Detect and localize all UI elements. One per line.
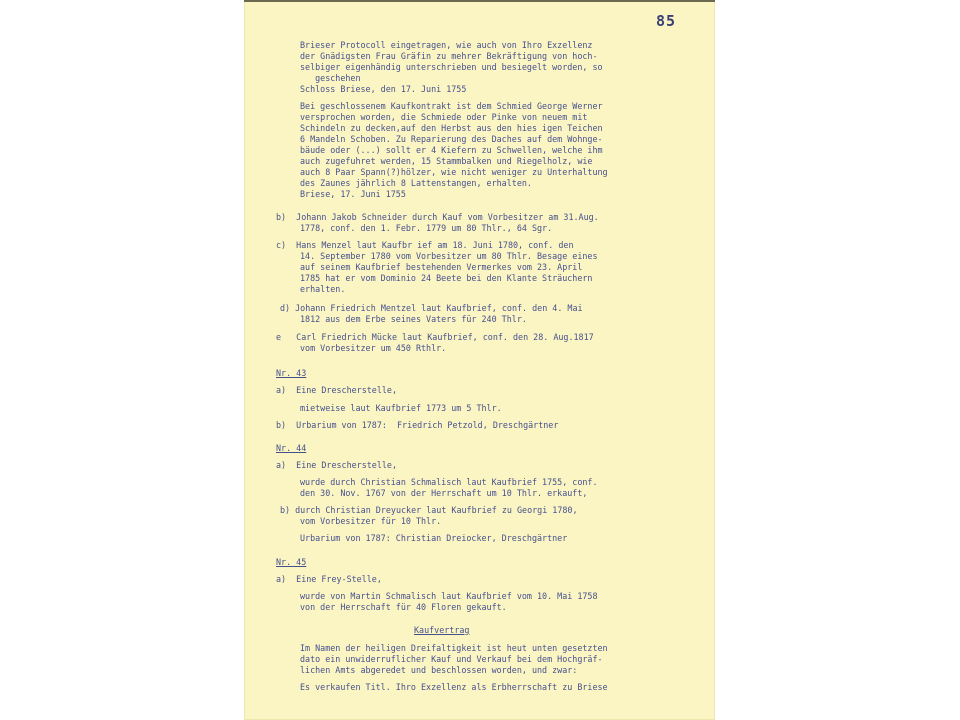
text-line: geschehen <box>300 73 361 83</box>
text-line: 14. September 1780 vom Vorbesitzer um 80 Thlr. Besage eines <box>300 251 598 261</box>
section-heading: Nr. 45 <box>276 557 307 567</box>
text-line: von der Herrschaft für 40 Floren gekauft. <box>300 602 507 612</box>
text-line: wurde von Martin Schmalisch laut Kaufbrief vom 10. Mai 1758 <box>300 591 598 601</box>
text-line: b) Johann Jakob Schneider durch Kauf vom Vorbesitzer am 31.Aug. <box>276 212 599 222</box>
text-line: versprochen worden, die Schmiede oder Pinke von neuem mit <box>300 112 588 122</box>
text-line: 1778, conf. den 1. Febr. 1779 um 80 Thlr., 64 Sgr. <box>300 223 553 233</box>
text-line: mietweise laut Kaufbrief 1773 um 5 Thlr. <box>300 403 502 413</box>
page-number: 85 <box>656 12 677 30</box>
text-line: 1812 aus dem Erbe seines Vaters für 240 Thlr. <box>300 314 527 324</box>
text-line: 6 Mandeln Schoben. Zu Reparierung des Daches auf dem Wohnge- <box>300 134 603 144</box>
text-line: den 30. Nov. 1767 von der Herrschaft um 10 Thlr. erkauft, <box>300 488 588 498</box>
text-line: bäude oder (...) sollt er 4 Kiefern zu Schwellen, welche ihm <box>300 145 603 155</box>
text-line: auf seinem Kaufbrief bestehenden Vermerkes vom 23. April <box>300 262 583 272</box>
text-line: Es verkaufen Titl. Ihro Exzellenz als Erbherrschaft zu Briese <box>300 682 608 692</box>
section-heading: Nr. 43 <box>276 368 307 378</box>
text-line: Urbarium von 1787: Christian Dreiocker, Dreschgärtner <box>300 533 568 543</box>
text-line: der Gnädigsten Frau Gräfin zu mehrer Bekräftigung von hoch- <box>300 51 598 61</box>
text-line: c) Hans Menzel laut Kaufbr ief am 18. Juni 1780, conf. den <box>276 240 574 250</box>
text-line: vom Vorbesitzer für 10 Thlr. <box>300 516 442 526</box>
text-line: auch zugefuhret werden, 15 Stammbalken und Riegelholz, wie <box>300 156 593 166</box>
text-line: a) Eine Drescherstelle, <box>276 460 398 470</box>
text-line: Schloss Briese, den 17. Juni 1755 <box>300 84 467 94</box>
page-top-edge <box>244 0 715 2</box>
text-line: Bei geschlossenem Kaufkontrakt ist dem Schmied George Werner <box>300 101 603 111</box>
text-line: Briese, 17. Juni 1755 <box>300 189 406 199</box>
text-line: d) Johann Friedrich Mentzel laut Kaufbrief, conf. den 4. Mai <box>280 303 583 313</box>
text-line: erhalten. <box>300 284 346 294</box>
text-line: e Carl Friedrich Mücke laut Kaufbrief, conf. den 28. Aug.1817 <box>276 332 594 342</box>
text-line: dato ein unwiderruflicher Kauf und Verkauf bei dem Hochgräf- <box>300 654 603 664</box>
text-line: Brieser Protocoll eingetragen, wie auch von Ihro Exzellenz <box>300 40 593 50</box>
text-line: 1785 hat er vom Dominio 24 Beete bei den Klante Sträuchern <box>300 273 593 283</box>
text-line: lichen Amts abgeredet und beschlossen worden, und zwar: <box>300 665 578 675</box>
text-line: a) Eine Frey-Stelle, <box>276 574 382 584</box>
text-line: b) durch Christian Dreyucker laut Kaufbrief zu Georgi 1780, <box>280 505 578 515</box>
section-heading: Kaufvertrag <box>414 625 470 635</box>
text-line: Schindeln zu decken,auf den Herbst aus den hies igen Teichen <box>300 123 603 133</box>
text-line: Im Namen der heiligen Dreifaltigkeit ist heut unten gesetzten <box>300 643 608 653</box>
text-line: des Zaunes jährlich 8 Lattenstangen, erhalten. <box>300 178 532 188</box>
text-line: vom Vorbesitzer um 450 Rthlr. <box>300 343 447 353</box>
text-line: b) Urbarium von 1787: Friedrich Petzold, Dreschgärtner <box>276 420 559 430</box>
text-line: a) Eine Drescherstelle, <box>276 385 398 395</box>
section-heading: Nr. 44 <box>276 443 307 453</box>
document-page <box>244 0 715 720</box>
text-line: auch 8 Paar Spann(?)hölzer, wie nicht weniger zu Unterhaltung <box>300 167 608 177</box>
text-line: wurde durch Christian Schmalisch laut Kaufbrief 1755, conf. <box>300 477 598 487</box>
text-line: selbiger eigenhändig unterschrieben und besiegelt worden, so <box>300 62 603 72</box>
